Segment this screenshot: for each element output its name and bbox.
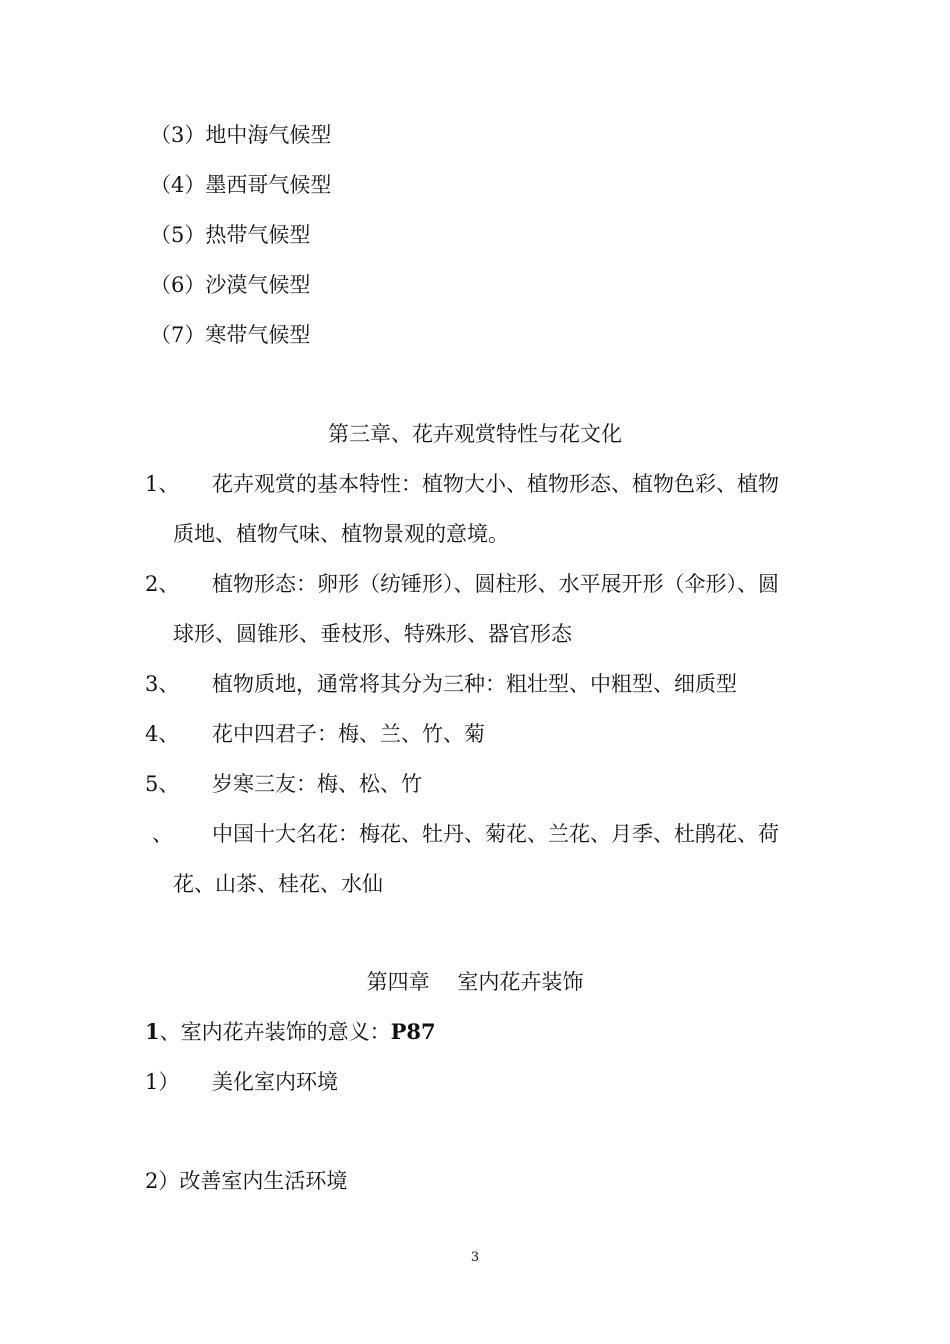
- subsection-number: 1: [145, 1019, 160, 1044]
- climate-item: （7）寒带气候型: [150, 323, 311, 347]
- item-text: 花卉观赏的基本特性：植物大小、植物形态、植物色彩、植物: [212, 472, 779, 496]
- item-text-continued: 球形、圆锥形、垂枝形、特殊形、器官形态: [173, 622, 572, 646]
- item-number: 、: [152, 822, 173, 846]
- item-number: 5、: [145, 772, 180, 796]
- item-text: 花中四君子：梅、兰、竹、菊: [212, 722, 485, 746]
- item-text-continued: 花、山茶、桂花、水仙: [173, 872, 383, 896]
- item-text: 植物质地，通常将其分为三种：粗壮型、中粗型、细质型: [212, 672, 737, 696]
- item-text: 2）改善室内生活环境: [145, 1169, 348, 1193]
- item-text: 植物形态：卵形（纺锤形）、圆柱形、水平展开形（伞形）、圆: [212, 572, 779, 596]
- item-text: 美化室内环境: [212, 1070, 338, 1094]
- climate-item: （5）热带气候型: [150, 223, 311, 247]
- page-reference: P87: [390, 1019, 436, 1044]
- item-text: 岁寒三友：梅、松、竹: [212, 772, 422, 796]
- item-number: 1）: [145, 1070, 180, 1094]
- climate-item: （4）墨西哥气候型: [150, 173, 332, 197]
- subsection-text: 、室内花卉装饰的意义：: [159, 1020, 391, 1044]
- item-number: 3、: [145, 672, 180, 696]
- item-number: 4、: [145, 722, 180, 746]
- chapter-3-title: 第三章、花卉观赏特性与花文化: [328, 422, 622, 446]
- item-text-continued: 质地、植物气味、植物景观的意境。: [173, 522, 509, 546]
- item-text: 中国十大名花：梅花、牡丹、菊花、兰花、月季、杜鹃花、荷: [212, 822, 779, 846]
- item-number: 2、: [145, 572, 180, 596]
- subsection-heading: [145, 1017, 436, 1047]
- climate-item: （3）地中海气候型: [150, 123, 332, 147]
- climate-item: （6）沙漠气候型: [150, 273, 311, 297]
- page-number: 3: [470, 1250, 480, 1265]
- item-number: 1、: [145, 472, 180, 496]
- chapter-4-title: 第四章 室内花卉装饰: [366, 970, 584, 994]
